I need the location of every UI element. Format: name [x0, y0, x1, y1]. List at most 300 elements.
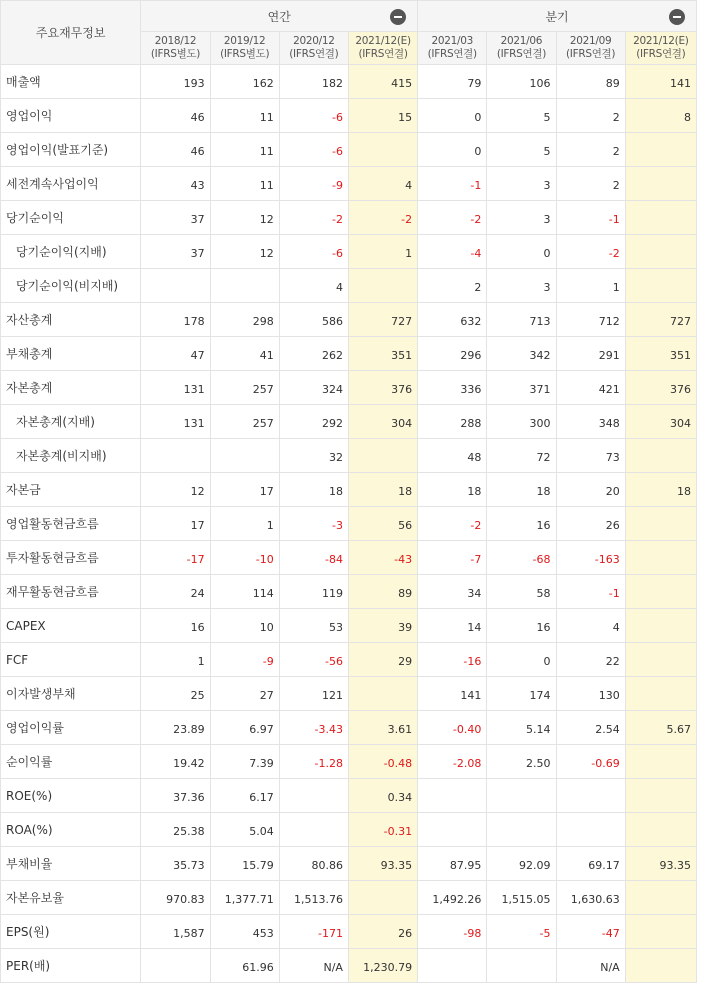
table-cell: 17 [141, 507, 210, 541]
table-row [1, 507, 697, 541]
table-cell [279, 779, 348, 813]
row-label: 이자발생부채 [1, 677, 141, 711]
table-cell: 257 [210, 371, 279, 405]
table-cell: 131 [141, 405, 210, 439]
table-cell: 41 [210, 337, 279, 371]
table-row [1, 235, 697, 269]
table-cell: 47 [141, 337, 210, 371]
table-cell: 2 [556, 133, 625, 167]
period-header [141, 32, 210, 65]
table-cell: 1,492.26 [418, 881, 487, 915]
row-label: 당기순이익 [1, 201, 141, 235]
period-basis: (IFRS연결) [289, 48, 339, 60]
table-cell: -47 [556, 915, 625, 949]
table-cell: 178 [141, 303, 210, 337]
table-cell: 22 [556, 643, 625, 677]
table-cell [625, 167, 696, 201]
period-basis: (IFRS연결) [358, 48, 408, 60]
table-cell: 16 [487, 507, 556, 541]
table-cell: 1 [556, 269, 625, 303]
table-cell: 56 [348, 507, 417, 541]
table-cell: 288 [418, 405, 487, 439]
table-cell: -84 [279, 541, 348, 575]
period-basis: (IFRS별도) [220, 48, 270, 60]
table-cell: 18 [348, 473, 417, 507]
table-cell: -163 [556, 541, 625, 575]
period-header [556, 32, 625, 65]
table-cell: 80.86 [279, 847, 348, 881]
table-cell: 18 [487, 473, 556, 507]
period-date: 2020/12 [293, 35, 335, 47]
table-cell: 632 [418, 303, 487, 337]
table-cell: 12 [210, 201, 279, 235]
table-cell [418, 779, 487, 813]
table-row [1, 575, 697, 609]
table-corner-label: 주요재무정보 [1, 1, 141, 65]
table-cell: -2 [418, 507, 487, 541]
table-cell: 351 [348, 337, 417, 371]
table-cell: 130 [556, 677, 625, 711]
table-cell [625, 949, 696, 983]
table-cell: 43 [141, 167, 210, 201]
table-cell: 141 [418, 677, 487, 711]
table-cell: -0.40 [418, 711, 487, 745]
period-basis: (IFRS연결) [427, 48, 477, 60]
period-header [418, 32, 487, 65]
table-cell: 298 [210, 303, 279, 337]
table-cell: 2 [556, 99, 625, 133]
table-cell: 586 [279, 303, 348, 337]
table-cell: 72 [487, 439, 556, 473]
table-row [1, 201, 697, 235]
row-label: 자본총계(비지배) [1, 439, 141, 473]
table-row [1, 779, 697, 813]
table-cell: -9 [210, 643, 279, 677]
row-label: 자본유보율 [1, 881, 141, 915]
table-cell: 121 [279, 677, 348, 711]
table-cell [625, 745, 696, 779]
table-cell [625, 133, 696, 167]
table-cell: -2 [348, 201, 417, 235]
table-cell: 296 [418, 337, 487, 371]
table-cell: 292 [279, 405, 348, 439]
table-row [1, 167, 697, 201]
table-cell [487, 813, 556, 847]
table-cell: 304 [348, 405, 417, 439]
table-cell: 3 [487, 167, 556, 201]
annual-collapse-icon[interactable] [390, 9, 406, 25]
table-cell: -2.08 [418, 745, 487, 779]
annual-label: 연간 [267, 9, 291, 24]
annual-group-header [141, 1, 418, 32]
table-cell: 336 [418, 371, 487, 405]
period-basis: (IFRS별도) [150, 48, 201, 60]
row-label: 당기순이익(지배) [1, 235, 141, 269]
table-cell: 69.17 [556, 847, 625, 881]
table-cell: 727 [348, 303, 417, 337]
row-label: 자본총계(지배) [1, 405, 141, 439]
table-cell: 1,630.63 [556, 881, 625, 915]
table-cell: 351 [625, 337, 696, 371]
row-label: ROA(%) [1, 813, 141, 847]
table-cell: 262 [279, 337, 348, 371]
row-label: 재무활동현금흐름 [1, 575, 141, 609]
table-cell: 89 [348, 575, 417, 609]
table-cell [348, 269, 417, 303]
table-cell: 26 [556, 507, 625, 541]
table-cell: 3.61 [348, 711, 417, 745]
period-header [348, 32, 417, 65]
table-cell: -3.43 [279, 711, 348, 745]
table-cell [348, 881, 417, 915]
table-cell: 0.34 [348, 779, 417, 813]
period-basis: (IFRS연결) [566, 48, 616, 60]
table-cell: 0 [487, 235, 556, 269]
table-cell [625, 779, 696, 813]
table-cell: 119 [279, 575, 348, 609]
table-cell: -171 [279, 915, 348, 949]
table-cell: 4 [556, 609, 625, 643]
table-cell: 415 [348, 65, 417, 99]
table-cell [625, 915, 696, 949]
table-cell [625, 881, 696, 915]
row-label: 영업활동현금흐름 [1, 507, 141, 541]
table-cell: 89 [556, 65, 625, 99]
table-cell: -0.69 [556, 745, 625, 779]
table-cell: -10 [210, 541, 279, 575]
table-cell: -2 [418, 201, 487, 235]
table-cell: 48 [418, 439, 487, 473]
table-cell: 16 [141, 609, 210, 643]
period-date: 2021/12(E) [633, 35, 689, 47]
table-cell [487, 779, 556, 813]
table-row [1, 99, 697, 133]
row-label: EPS(원) [1, 915, 141, 949]
table-cell: -1 [556, 201, 625, 235]
table-cell: 6.97 [210, 711, 279, 745]
table-cell: 15.79 [210, 847, 279, 881]
period-header [210, 32, 279, 65]
table-cell: 15 [348, 99, 417, 133]
table-row [1, 371, 697, 405]
table-row [1, 745, 697, 779]
table-row [1, 609, 697, 643]
table-cell [210, 439, 279, 473]
table-cell [141, 949, 210, 983]
table-cell: 141 [625, 65, 696, 99]
table-cell [625, 541, 696, 575]
table-row [1, 541, 697, 575]
table-row [1, 813, 697, 847]
table-cell: 3 [487, 201, 556, 235]
table-row [1, 881, 697, 915]
table-cell: 727 [625, 303, 696, 337]
table-cell: 970.83 [141, 881, 210, 915]
table-cell: -9 [279, 167, 348, 201]
table-row [1, 133, 697, 167]
table-cell: -0.48 [348, 745, 417, 779]
table-cell [625, 677, 696, 711]
table-cell: 20 [556, 473, 625, 507]
table-cell: -2 [279, 201, 348, 235]
table-cell: -2 [556, 235, 625, 269]
table-row [1, 949, 697, 983]
table-cell: 2 [556, 167, 625, 201]
table-cell: 1 [210, 507, 279, 541]
table-cell: 18 [418, 473, 487, 507]
row-label: 자본금 [1, 473, 141, 507]
table-cell: 58 [487, 575, 556, 609]
table-cell: -3 [279, 507, 348, 541]
table-cell: 0 [418, 99, 487, 133]
table-cell [625, 269, 696, 303]
table-cell: 53 [279, 609, 348, 643]
table-cell: 174 [487, 677, 556, 711]
table-cell: -56 [279, 643, 348, 677]
table-cell [625, 575, 696, 609]
table-cell: -17 [141, 541, 210, 575]
table-cell [625, 507, 696, 541]
table-cell: 14 [418, 609, 487, 643]
table-cell [625, 813, 696, 847]
table-cell: 61.96 [210, 949, 279, 983]
table-cell: 87.95 [418, 847, 487, 881]
table-row [1, 847, 697, 881]
table-cell [348, 133, 417, 167]
table-cell: N/A [279, 949, 348, 983]
period-date: 2019/12 [223, 35, 266, 47]
table-cell: 1,587 [141, 915, 210, 949]
table-cell: 1,513.76 [279, 881, 348, 915]
row-label: 부채총계 [1, 337, 141, 371]
table-cell: 304 [625, 405, 696, 439]
table-cell: 11 [210, 99, 279, 133]
table-cell: 348 [556, 405, 625, 439]
table-cell: N/A [556, 949, 625, 983]
period-basis: (IFRS연결) [636, 48, 686, 60]
table-cell: 713 [487, 303, 556, 337]
table-cell: 25.38 [141, 813, 210, 847]
table-cell: 93.35 [348, 847, 417, 881]
table-cell [279, 813, 348, 847]
table-cell: 12 [141, 473, 210, 507]
table-cell [625, 201, 696, 235]
table-cell: 18 [279, 473, 348, 507]
table-cell [625, 609, 696, 643]
table-cell: 2.50 [487, 745, 556, 779]
table-cell: 27 [210, 677, 279, 711]
table-cell: 1,515.05 [487, 881, 556, 915]
table-cell: 17 [210, 473, 279, 507]
table-cell [625, 643, 696, 677]
table-cell: 106 [487, 65, 556, 99]
table-cell: 46 [141, 133, 210, 167]
table-cell: -4 [418, 235, 487, 269]
period-date: 2021/06 [500, 35, 543, 47]
table-cell: 32 [279, 439, 348, 473]
table-row [1, 337, 697, 371]
table-cell: 3 [487, 269, 556, 303]
table-cell: 93.35 [625, 847, 696, 881]
table-cell: 291 [556, 337, 625, 371]
table-cell: 6.17 [210, 779, 279, 813]
table-cell: 376 [625, 371, 696, 405]
period-date: 2021/03 [431, 35, 473, 47]
row-label: 투자활동현금흐름 [1, 541, 141, 575]
quarter-collapse-icon[interactable] [669, 9, 685, 25]
quarter-label: 분기 [545, 9, 569, 24]
row-label: 매출액 [1, 65, 141, 99]
table-cell: 5.67 [625, 711, 696, 745]
table-cell: 5 [487, 133, 556, 167]
table-cell [556, 779, 625, 813]
table-cell: -1 [418, 167, 487, 201]
row-label: ROE(%) [1, 779, 141, 813]
period-date: 2018/12 [154, 35, 197, 47]
table-cell: -6 [279, 235, 348, 269]
table-cell [625, 235, 696, 269]
table-row [1, 643, 697, 677]
table-cell: 25 [141, 677, 210, 711]
table-cell: 29 [348, 643, 417, 677]
row-label: 부채비율 [1, 847, 141, 881]
table-row [1, 915, 697, 949]
table-cell: -68 [487, 541, 556, 575]
table-cell: 324 [279, 371, 348, 405]
table-cell: 16 [487, 609, 556, 643]
table-cell: 37.36 [141, 779, 210, 813]
table-cell: 4 [279, 269, 348, 303]
table-cell: 5.04 [210, 813, 279, 847]
row-label: PER(배) [1, 949, 141, 983]
table-cell: -16 [418, 643, 487, 677]
table-cell: 5 [487, 99, 556, 133]
table-cell: 5.14 [487, 711, 556, 745]
table-row [1, 405, 697, 439]
table-cell: 11 [210, 133, 279, 167]
table-cell: 10 [210, 609, 279, 643]
table-cell: 0 [487, 643, 556, 677]
table-cell: 39 [348, 609, 417, 643]
table-cell: 182 [279, 65, 348, 99]
table-cell: 26 [348, 915, 417, 949]
table-cell: 257 [210, 405, 279, 439]
table-cell: 46 [141, 99, 210, 133]
table-row [1, 269, 697, 303]
table-cell: 35.73 [141, 847, 210, 881]
table-row [1, 711, 697, 745]
period-header [487, 32, 556, 65]
table-cell: -0.31 [348, 813, 417, 847]
table-cell: 23.89 [141, 711, 210, 745]
table-cell: 37 [141, 201, 210, 235]
table-cell: 421 [556, 371, 625, 405]
period-date: 2021/09 [569, 35, 612, 47]
table-cell: 376 [348, 371, 417, 405]
row-label: 영업이익 [1, 99, 141, 133]
table-cell: 73 [556, 439, 625, 473]
table-cell: 193 [141, 65, 210, 99]
table-cell [418, 949, 487, 983]
table-cell: -1.28 [279, 745, 348, 779]
table-row [1, 65, 697, 99]
table-cell: 24 [141, 575, 210, 609]
table-cell: 300 [487, 405, 556, 439]
table-cell: 1 [348, 235, 417, 269]
table-cell: 18 [625, 473, 696, 507]
table-row [1, 473, 697, 507]
row-label: 순이익률 [1, 745, 141, 779]
table-cell: 114 [210, 575, 279, 609]
row-label: CAPEX [1, 609, 141, 643]
quarter-group-header [418, 1, 697, 32]
table-cell: -6 [279, 133, 348, 167]
table-row [1, 303, 697, 337]
table-cell [487, 949, 556, 983]
table-cell: 92.09 [487, 847, 556, 881]
table-cell: 1,377.71 [210, 881, 279, 915]
table-cell: 162 [210, 65, 279, 99]
table-cell: -98 [418, 915, 487, 949]
period-date: 2021/12(E) [355, 35, 411, 47]
table-cell: 342 [487, 337, 556, 371]
table-cell: -1 [556, 575, 625, 609]
table-cell: -6 [279, 99, 348, 133]
period-header [625, 32, 696, 65]
table-row [1, 439, 697, 473]
row-label: 당기순이익(비지배) [1, 269, 141, 303]
table-cell [210, 269, 279, 303]
table-cell: 7.39 [210, 745, 279, 779]
table-cell: 371 [487, 371, 556, 405]
row-label: 자본총계 [1, 371, 141, 405]
row-label: FCF [1, 643, 141, 677]
period-basis: (IFRS연결) [496, 48, 547, 60]
row-label: 자산총계 [1, 303, 141, 337]
table-cell: 37 [141, 235, 210, 269]
row-label: 영업이익률 [1, 711, 141, 745]
table-cell [556, 813, 625, 847]
table-cell: 1,230.79 [348, 949, 417, 983]
table-cell [141, 269, 210, 303]
table-cell: -5 [487, 915, 556, 949]
row-label: 영업이익(발표기준) [1, 133, 141, 167]
table-cell: 79 [418, 65, 487, 99]
table-cell: 131 [141, 371, 210, 405]
row-label: 세전계속사업이익 [1, 167, 141, 201]
table-cell [625, 439, 696, 473]
table-cell: 4 [348, 167, 417, 201]
table-cell [418, 813, 487, 847]
table-cell: 1 [141, 643, 210, 677]
table-cell [348, 439, 417, 473]
table-cell [348, 677, 417, 711]
table-cell: 712 [556, 303, 625, 337]
period-header [279, 32, 348, 65]
table-cell: -7 [418, 541, 487, 575]
table-cell: 19.42 [141, 745, 210, 779]
table-cell: 8 [625, 99, 696, 133]
table-cell: 2 [418, 269, 487, 303]
table-cell: 2.54 [556, 711, 625, 745]
table-cell: 0 [418, 133, 487, 167]
table-cell: 12 [210, 235, 279, 269]
table-cell: 453 [210, 915, 279, 949]
table-cell: -43 [348, 541, 417, 575]
table-cell: 34 [418, 575, 487, 609]
table-cell [141, 439, 210, 473]
table-cell: 11 [210, 167, 279, 201]
